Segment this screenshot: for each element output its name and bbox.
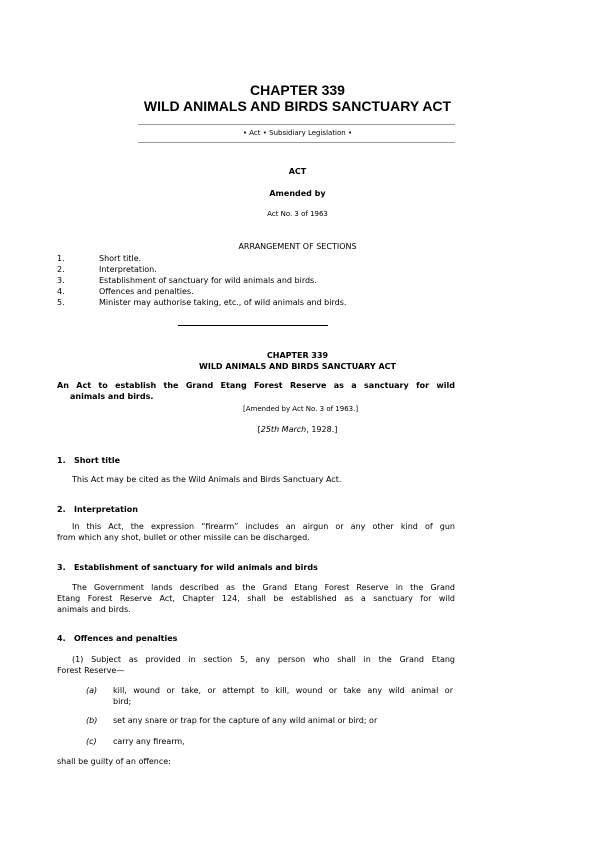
paragraph-label: (b) xyxy=(86,716,98,725)
commencement-date: [25th March, 1928.] xyxy=(257,425,338,434)
section-3-line: The Government lands described as the Grand Etang Forest Reserve in the Grand xyxy=(72,583,455,592)
section-3-heading: 3. Establishment of sanctuary for wild animals and birds xyxy=(57,563,318,572)
long-title-line: animals and birds. xyxy=(70,392,154,401)
section-2-line: from which any shot, bullet or other missile can be discharged. xyxy=(57,533,310,542)
arrangement-item[interactable] xyxy=(57,287,477,298)
section-4-line: Forest Reserve— xyxy=(57,666,125,675)
arrangement-item[interactable] xyxy=(57,276,477,287)
section-title: Short title. xyxy=(99,254,142,263)
section-number: 2. xyxy=(57,265,65,274)
nav-bullet: • xyxy=(347,129,353,137)
paragraph-line: bird; xyxy=(113,697,132,706)
body-act-title: WILD ANIMALS AND BIRDS SANCTUARY ACT xyxy=(199,362,396,371)
paragraph-label: (a) xyxy=(86,686,98,695)
top-rule xyxy=(138,124,455,125)
act-title: WILD ANIMALS AND BIRDS SANCTUARY ACT xyxy=(143,98,452,114)
nav-bullet: • xyxy=(242,129,248,137)
paragraph-label: (c) xyxy=(86,737,97,746)
amended-by-label: Amended by xyxy=(269,189,326,198)
arrangement-list xyxy=(57,254,477,309)
section-divider xyxy=(178,325,328,326)
subsidiary-legislation-link[interactable]: Subsidiary Legislation xyxy=(269,129,346,137)
section-number: 5. xyxy=(57,298,65,307)
arrangement-item[interactable] xyxy=(57,265,477,276)
act-link[interactable]: Act xyxy=(249,129,261,137)
amendment-note: [Amended by Act No. 3 of 1963.] xyxy=(243,405,359,413)
section-4-line: (1) Subject as provided in section 5, any person who shall in the Grand Etang xyxy=(72,655,455,664)
section-2-heading: 2. Interpretation xyxy=(57,505,138,514)
act-label: ACT xyxy=(288,167,307,176)
arrangement-item[interactable] xyxy=(57,298,477,309)
section-number: 1. xyxy=(57,254,65,263)
section-1-text: This Act may be cited as the Wild Animals and Birds Sanctuary Act. xyxy=(72,475,342,484)
paragraph-line: set any snare or trap for the capture of any wild animal or bird; or xyxy=(113,716,378,725)
section-4-closing: shall be guilty of an offence: xyxy=(57,757,171,766)
paragraph-line: kill, wound or take, or attempt to kill, wound or take any wild animal or xyxy=(113,686,453,695)
section-3-line: Etang Forest Reserve Act, Chapter 124, shall be established as a sanctuary for wild xyxy=(57,594,455,603)
arrangement-item[interactable] xyxy=(57,254,477,265)
long-title-line: An Act to establish the Grand Etang Forest Reserve as a sanctuary for wild xyxy=(57,381,455,390)
nav-bullet: • xyxy=(262,129,267,137)
section-1-heading: 1. Short title xyxy=(57,456,121,465)
section-3-line: animals and birds. xyxy=(57,605,131,614)
nav-bottom-rule xyxy=(138,142,455,143)
paragraph-line: carry any firearm, xyxy=(113,737,185,746)
section-number: 4. xyxy=(57,287,65,296)
amending-act-link[interactable]: Act No. 3 of 1963 xyxy=(267,210,328,218)
section-title: Offences and penalties. xyxy=(99,287,194,296)
section-2-line: In this Act, the expression “firearm” includes an airgun or any other kind of gun xyxy=(72,522,455,531)
section-4-heading: 4. Offences and penalties xyxy=(57,634,178,643)
section-number: 3. xyxy=(57,276,65,285)
section-title: Minister may authorise taking, etc., of wild animals and birds. xyxy=(99,298,347,307)
document-nav xyxy=(0,129,595,137)
chapter-heading: CHAPTER 339 xyxy=(250,82,345,98)
arrangement-heading: ARRANGEMENT OF SECTIONS xyxy=(238,242,357,251)
section-title: Interpretation. xyxy=(99,265,157,274)
body-chapter-heading: CHAPTER 339 xyxy=(266,351,329,360)
section-title: Establishment of sanctuary for wild animals and birds. xyxy=(99,276,317,285)
